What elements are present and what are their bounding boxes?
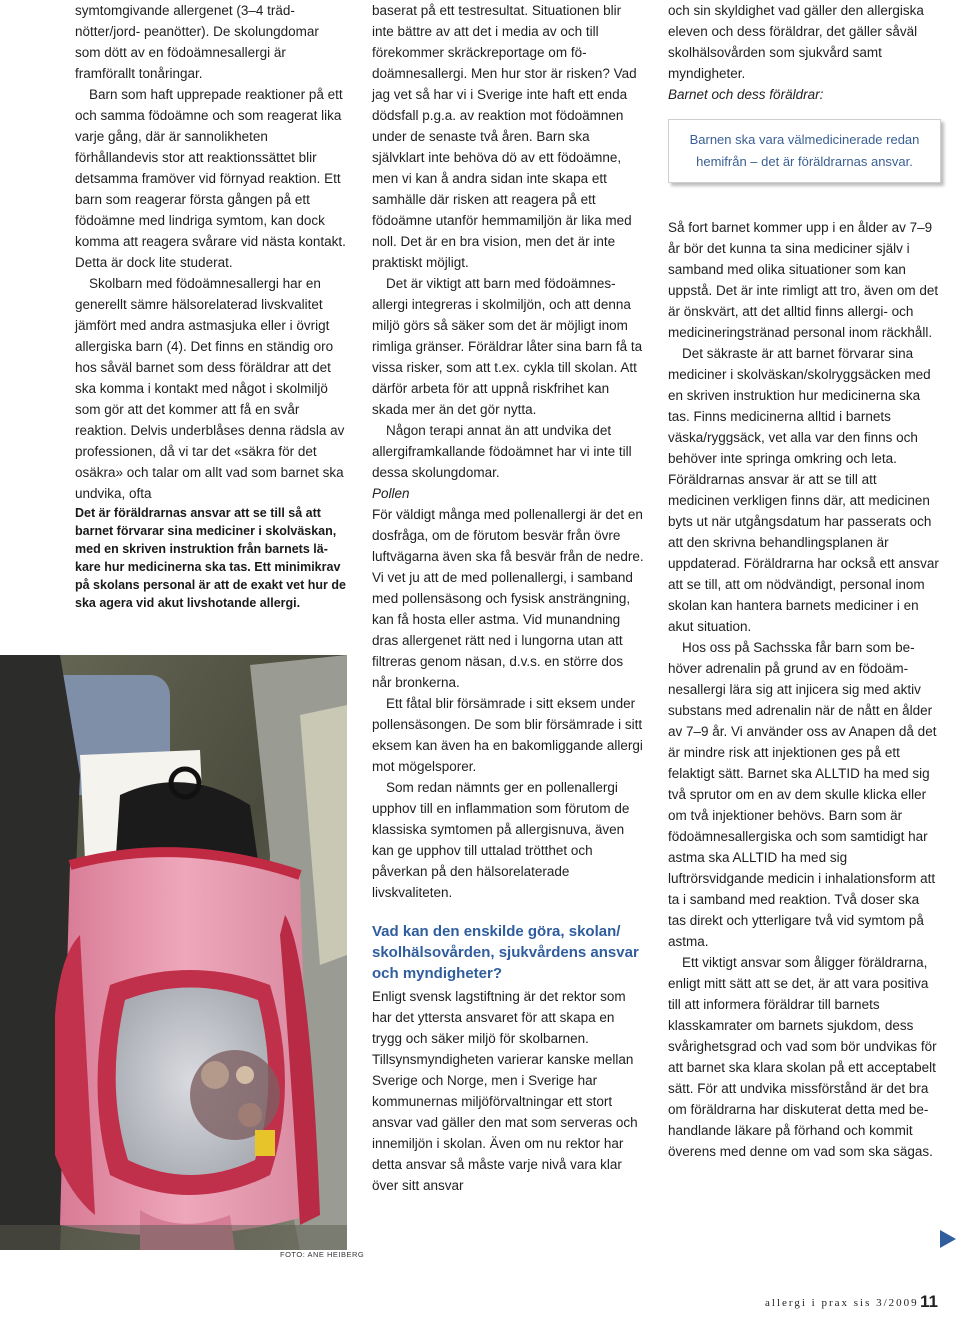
backpack-photo <box>0 655 347 1250</box>
backpack-illustration <box>0 655 347 1250</box>
journal-footer: allergi i prax sis 3/2009 <box>765 1297 919 1309</box>
column-3 <box>668 0 940 1162</box>
body-paragraph: Så fort barnet kommer upp i en ålder av 7–9 år bör det kunna ta sina mediciner själv i samband med olika situationer som kan uppstå. Det är inte rimligt att tro, även om det är önskvärt, att det alltid finns allergi- och medicineringstränad personal inom räckhåll. <box>668 220 939 340</box>
section-heading: Vad kan den enskilde göra, skolan/ skolhälsovården, sjukvårdens ansvar och myndigheter? <box>372 923 639 982</box>
body-paragraph: och sin skyldighet vad gäller den allergiska eleven och dess föräldrar, det gäller såväl skolhälsovården som sjukvård samt myndigheter. <box>668 3 924 81</box>
body-paragraph: Barn som haft upprepade reaktioner på ett och samma födoämne och som reagerat lika varje gång, där är sannolikheten förhållandevis stor att reaktionssättet blir detsamma framöver vid förnyad reaktion. Ett barn som reagerar första gången på ett födoämne med lindriga symtom, kan dock komma att reagera svårare vid nästa kontakt. Detta är dock lite studerat. <box>75 87 346 270</box>
body-paragraph: Hos oss på Sachsska får barn som behöver adrenalin på grund av en födoämnesallergi lära sig att injicera sig med aktiv substans med adrenalin när de nått en ålder av 7–9 år. Vi använder oss av Anapen då det är mindre risk att injektionen ges på ett felaktigt sätt. Barnet ska ALLTID ha med sig två sprutor om en av dem skulle klicka eller om två injektioner behövs. Barn som är födoämnesallergiska och som samtidigt har astma ska ALLTID ha med sig luftrörsvidgande medicin i inhalationsform att ta i samband med reaktion. Två doser ska tas direkt och ytterligare två vid symtom på astma. <box>668 640 937 949</box>
body-paragraph: Någon terapi annat än att undvika det allergiframkallande födoämnet har vi inte till dessa skolungdomar. <box>372 423 632 480</box>
column-1 <box>75 0 347 612</box>
body-paragraph: baserat på ett testresultat. Situationen blir inte bättre av att det i media av och till förekommer skräckreportage om födoämnesallergi. Men hur stor är risken? Vad jag vet så har vi i Sverige inte haft ett enda dödsfall p.g.a. av reaktion mot födoämnen under de senaste två åren. Barn ska självklart inte behöva dö av ett födoämne, men vi kan å andra sidan inte skapa ett samhälle där risken att reagera på ett födoämne utanför hemmamiljön är lika med noll. Det är en bra vision, men det är inte praktiskt möjligt. <box>372 3 637 270</box>
body-paragraph: För väldigt många med pollenallergi är det en dosfråga, om de förutom besvär från övre luftvägarna även ska få besvär från de nedre. Vi vet ju att de med pollenallergi, i samband med pollensäsong och fysisk ansträngning, kan få hosta eller astma. Vid munandning dras allergenet rätt ned i lungorna utan att filtreras genom näsan, d.v.s. en större dos når bronkerna. <box>372 507 644 690</box>
pull-quote-callout: Det är föräldrarnas ansvar att se till så att barnet förvarar sina mediciner i skolväskan, med en skriven instruktion från barnets läkare hur medicinerna ska tas. Ett minimikrav på skolans personal är att de exakt vet hur de ska agera vid akut livshotande allergi. <box>75 506 346 610</box>
body-paragraph: symtomgivande allergenet (3–4 trädnötter/jord- peanötter). De skolungdomar som dött av en födoämnesallergi är framförallt tonåringar. <box>75 3 319 81</box>
highlight-quote-box: Barnen ska vara välmedicinerade redan hemifrån – det är föräldrarnas ansvar. <box>668 119 941 183</box>
subheading-pollen: Pollen <box>372 486 410 501</box>
body-paragraph: Enligt svensk lagstiftning är det rektor som har det yttersta ansvaret för att skapa en trygg och säker miljö för skolbarnen. Tillsynsmyndigheten varierar kanske mellan Sverige och Norge, men i Sverige har kommunernas miljöförvaltningar ett stort ansvar vad gäller den mat som serveras och innemiljön i skolan. Även om nu rektor har detta ansvar så måste varje nivå vara klar över sitt ansvar <box>372 989 638 1193</box>
body-paragraph: Skolbarn med födoämnesallergi har en generellt sämre hälsorelaterad livskvalitet jämfört med andra astmasjuka eller i övrigt allergiska barn (4). Det finns en ständig oro hos såväl barnet som dess föräldrar att det ska komma i kontakt med något i skolmiljö som gör att det kommer att få en svår reaktion. Delvis underblåses denna rädsla av professionen, då vi tar det «säkra för det osäkra» och talar om allt vad som barnet ska undvika, ofta <box>75 276 345 501</box>
subheading-parents: Barnet och dess föräldrar: <box>668 87 824 102</box>
body-paragraph: Det är viktigt att barn med födoämnesallergi integreras i skolmiljön, och att denna miljö görs så säker som det är möjligt inom rimliga gränser. Föräldrar låter sina barn få ta vissa risker, som att t.ex. cykla till skolan. Att därför arbeta för att uppnå riskfrihet kan skada mer än det gör nytta. <box>372 276 643 417</box>
body-paragraph: Ett viktigt ansvar som åligger föräldrarna, enligt mitt sätt att se det, är att vara positiva till att informera föräldrar till barnets klasskamrater om barnets sjukdom, dess svårighetsgrad och vad som bör undvikas för att barnet ska klara skolan på ett acceptabelt sätt. För att undvika missförstånd är det bra om föräldrarna har diskuterat detta med behandlande läkare på förhand och kommit överens med denne om vad som ska sägas. <box>668 955 937 1159</box>
page-number: 11 <box>920 1292 938 1311</box>
body-paragraph: Det säkraste är att barnet förvarar sina mediciner i skolväskan/skolryggsäcken med en skriven instruktion hur medicinerna ska tas. Finns medicinerna alltid i barnets väska/ryggsäck, vet alla var den finns och behöver inte springa omkring och leta. Föräldrarnas ansvar är att se till att medicinen verkligen finns där, att medicinen byts ut när utgångsdatum har passerats och att den skrivna behandlingsplanen är uppdaterad. Föräldrarna har också ett ansvar att se till, att om nödvändigt, personal inom skolan kan hantera barnets mediciner i en akut situation. <box>668 346 939 634</box>
body-paragraph: Som redan nämnts ger en pollenallergi upphov till en inflammation som förutom de klassiska symtomen på allergisnuva, även kan ge upphov till uttalad trötthet och påverkan på den hälsorelaterade livskvaliteten. <box>372 780 630 900</box>
column-2 <box>372 0 644 1196</box>
continue-arrow-icon <box>940 1230 956 1248</box>
photo-credit: FOTO: ANE HEIBERG <box>280 1250 365 1259</box>
body-paragraph: Ett fåtal blir försämrade i sitt eksem under pollensäsongen. De som blir försämrade i sitt eksem kan även ha en bakomliggande allergi mot mögelsporer. <box>372 696 643 774</box>
